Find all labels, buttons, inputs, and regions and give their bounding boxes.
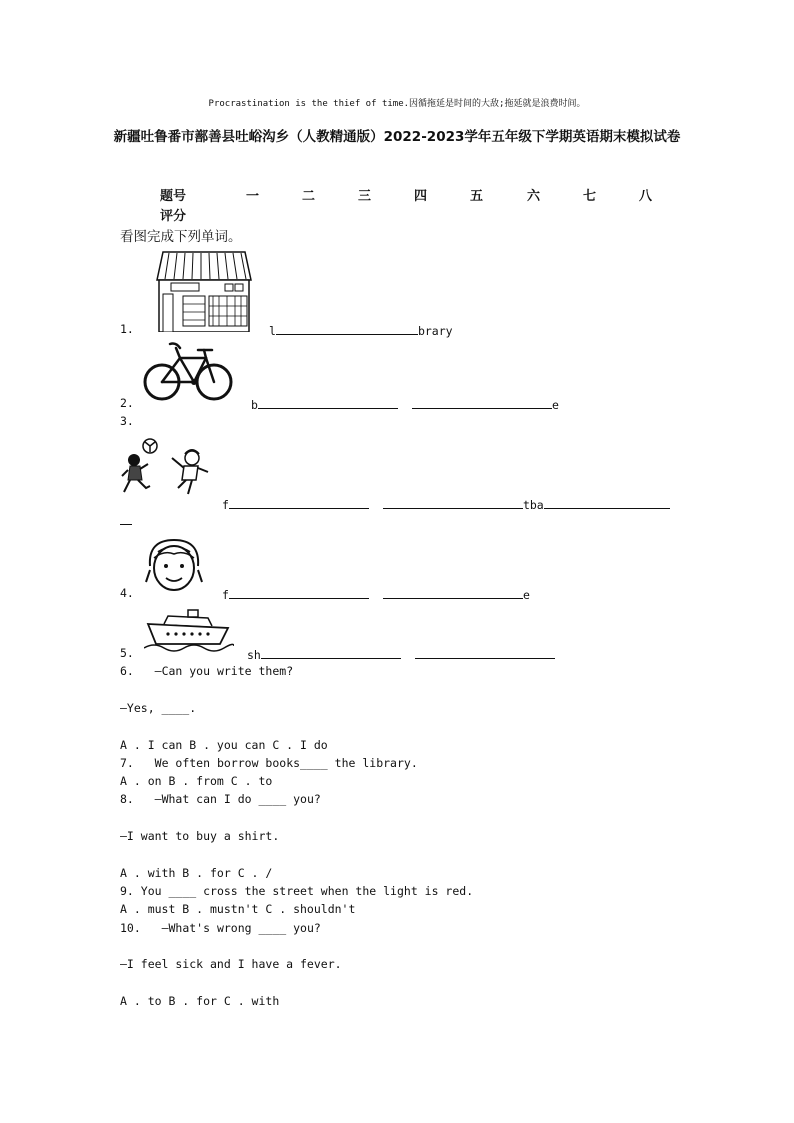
- question-number: 10.: [120, 921, 141, 935]
- answer-blank[interactable]: [276, 322, 418, 335]
- answer-blank[interactable]: [261, 646, 401, 659]
- question-stem: —Can you write them?: [154, 664, 294, 678]
- answer-blank[interactable]: [383, 496, 523, 509]
- item-prefix: l: [269, 324, 276, 338]
- item-prefix: sh: [247, 648, 261, 662]
- item-number: 2.: [120, 396, 134, 410]
- answer-blank[interactable]: [229, 496, 369, 509]
- football-players-icon: [116, 436, 212, 500]
- question-stem: —What can I do ____ you?: [154, 792, 321, 806]
- item-middle: tba: [522, 498, 544, 512]
- question-options[interactable]: A . to B . for C . with: [120, 994, 280, 1008]
- item-number: 3.: [120, 414, 134, 428]
- question-number: 7.: [120, 756, 134, 770]
- question-number: 9.: [120, 884, 134, 898]
- score-col-6: 六: [527, 189, 541, 204]
- question-options[interactable]: A . with B . for C . /: [120, 866, 273, 880]
- item-prefix: b: [251, 398, 258, 412]
- ship-icon: [144, 606, 234, 652]
- score-col-8: 八: [639, 189, 653, 204]
- library-building-icon: [153, 250, 255, 332]
- answer-blank[interactable]: [415, 646, 555, 659]
- answer-blank[interactable]: [229, 586, 369, 599]
- answer-blank[interactable]: [412, 396, 552, 409]
- question-options[interactable]: A . must B . mustn't C . shouldn't: [120, 902, 356, 916]
- question-options[interactable]: A . on B . from C . to: [120, 774, 273, 788]
- question-options[interactable]: A . I can B . you can C . I do: [120, 738, 328, 752]
- item-suffix: brary: [417, 324, 453, 338]
- question-reply: —I want to buy a shirt.: [120, 829, 280, 843]
- item-prefix: f: [222, 498, 229, 512]
- question-reply: —I feel sick and I have a fever.: [120, 957, 342, 971]
- answer-blank[interactable]: [383, 586, 523, 599]
- answer-blank[interactable]: [258, 396, 398, 409]
- question-stem: We often borrow books____ the library.: [154, 756, 418, 770]
- score-col-7: 七: [583, 189, 597, 204]
- question-number: 8.: [120, 792, 134, 806]
- score-col-2: 二: [302, 189, 316, 204]
- question-reply: —Yes, ____.: [120, 701, 197, 715]
- score-col-5: 五: [470, 189, 484, 204]
- item-number: 5.: [120, 646, 134, 660]
- answer-blank[interactable]: [544, 496, 670, 509]
- motto: Procrastination is the thief of time.因循拖延是时间的大敌;拖延就是浪费时间。: [208, 99, 586, 109]
- question-number: 6.: [120, 664, 134, 678]
- page-title: 新疆吐鲁番市鄯善县吐峪沟乡（人教精通版）2022-2023学年五年级下学期英语期末模拟试卷: [113, 129, 681, 145]
- score-col-1: 一: [246, 189, 260, 204]
- item-prefix: f: [222, 588, 229, 602]
- item-suffix: e: [522, 588, 530, 602]
- score-col-3: 三: [358, 189, 372, 204]
- item-number: 1.: [120, 322, 134, 336]
- item-number: 4.: [120, 586, 134, 600]
- girl-face-icon: [144, 536, 204, 594]
- item-suffix: e: [551, 398, 559, 412]
- section-instruction: 看图完成下列单词。: [120, 229, 242, 245]
- score-label-question: 题号: [160, 189, 187, 204]
- question-stem: You ____ cross the street when the light is red.: [140, 884, 474, 898]
- question-stem: —What's wrong ____ you?: [161, 921, 321, 935]
- score-col-4: 四: [414, 189, 428, 204]
- score-label-score: 评分: [160, 209, 187, 224]
- bicycle-icon: [140, 340, 236, 402]
- answer-blank-continued[interactable]: [120, 524, 132, 525]
